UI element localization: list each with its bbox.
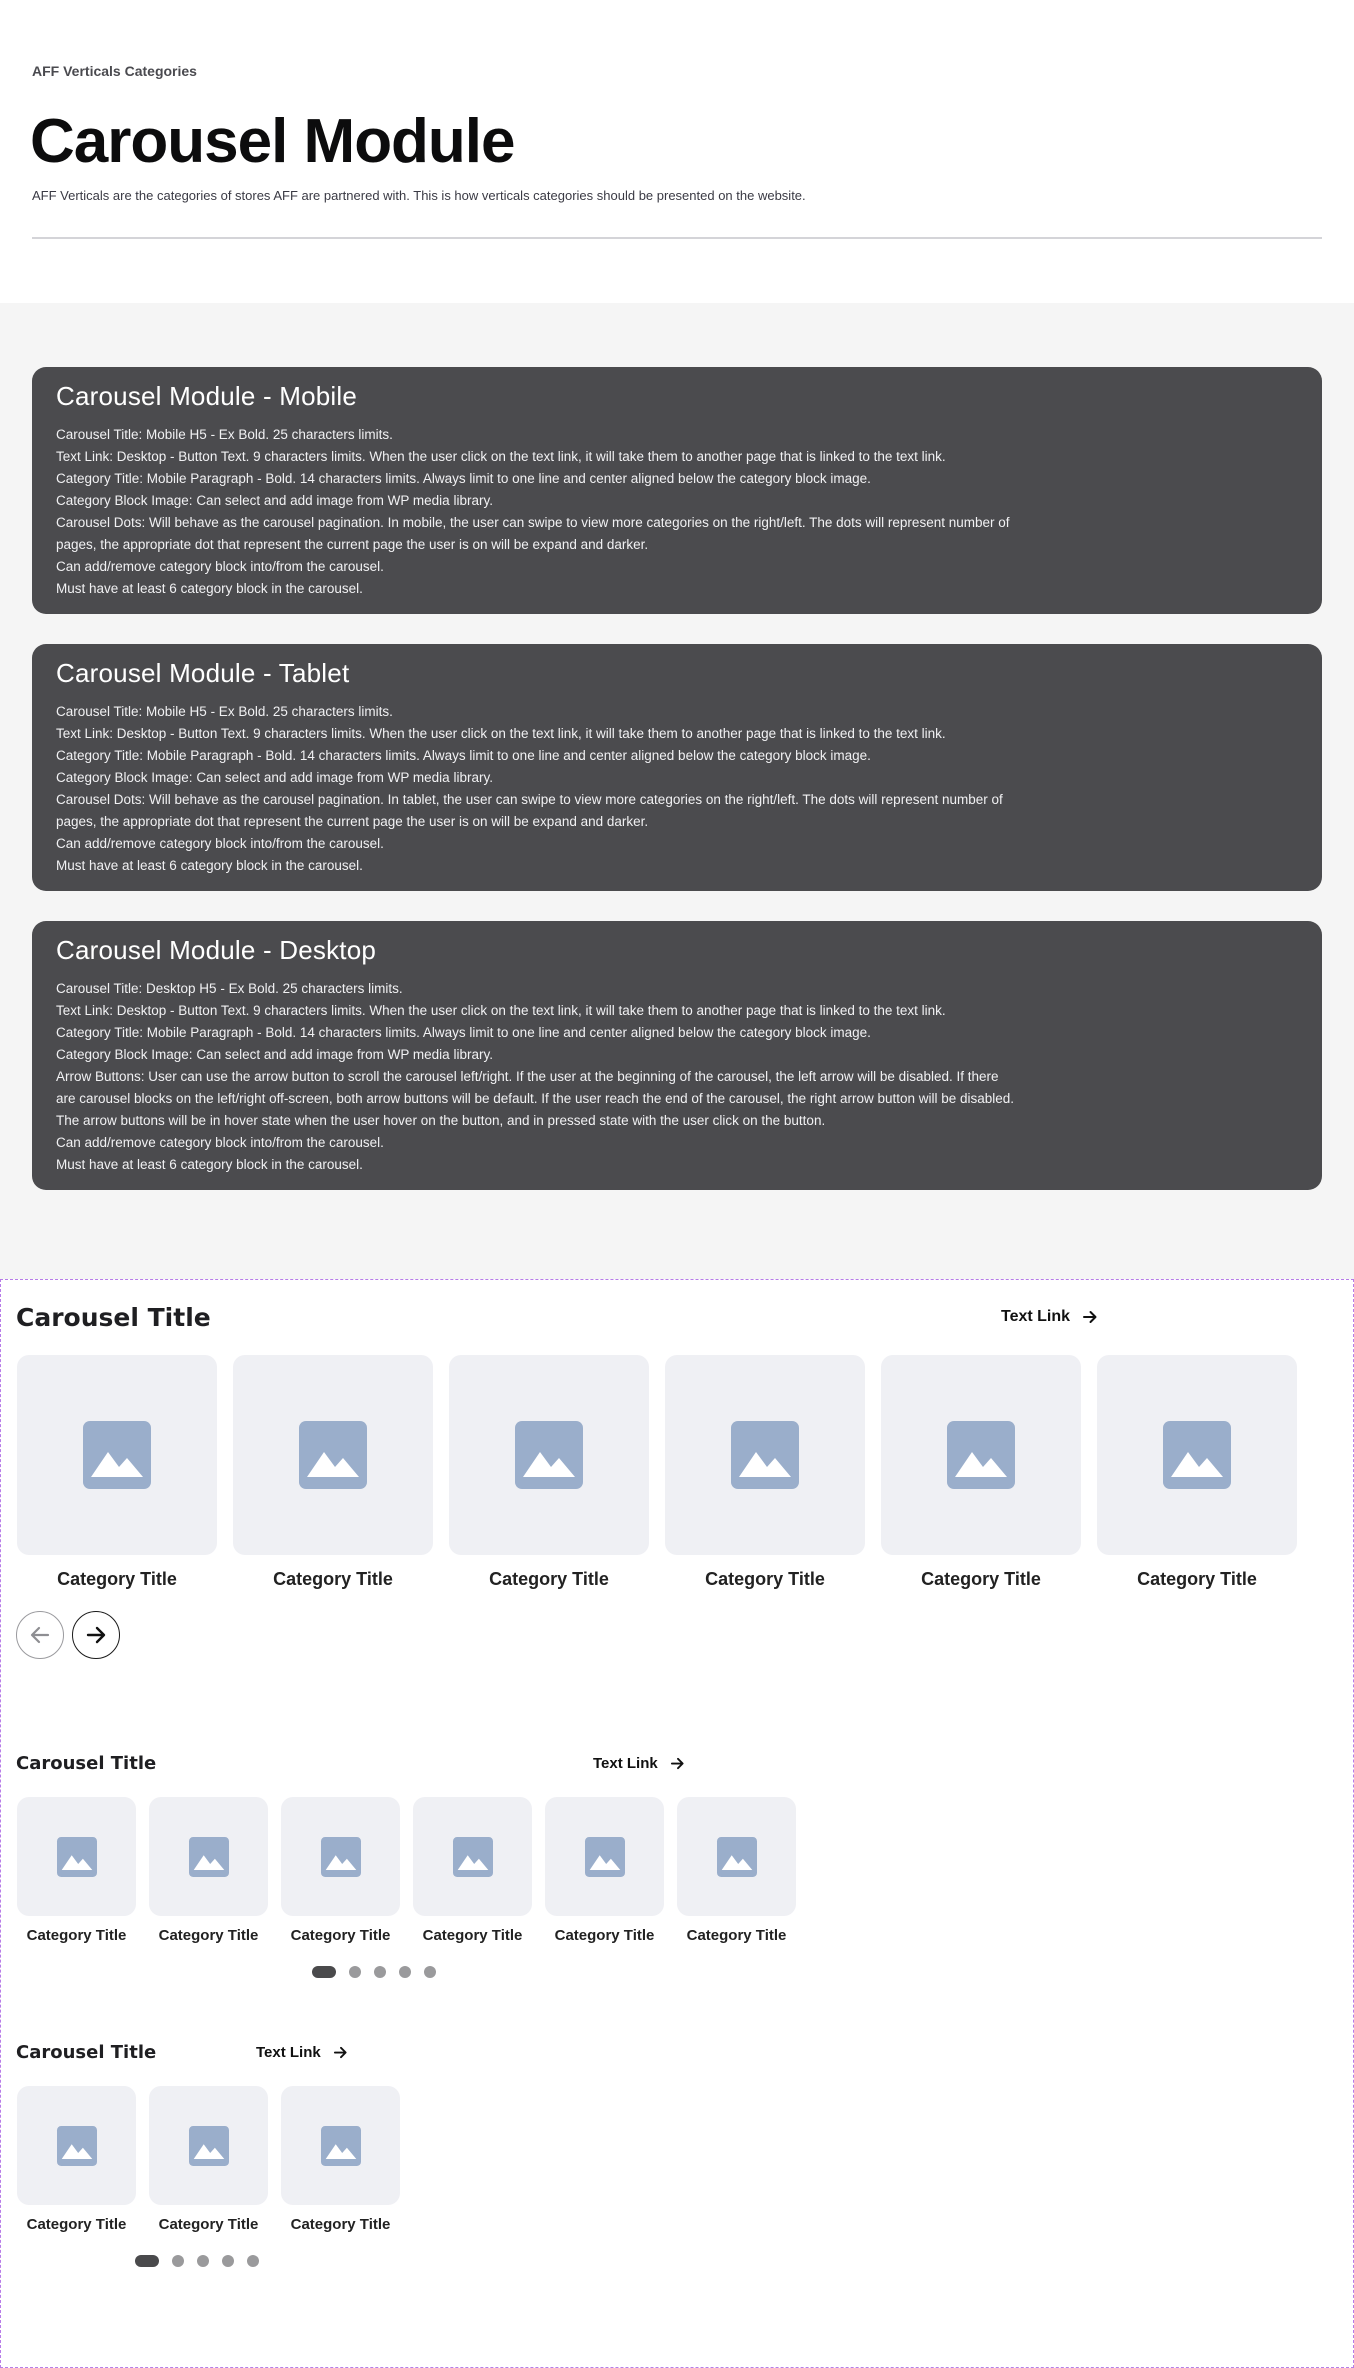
spec-line: Must have at least 6 category block in the carousel.: [56, 1157, 363, 1172]
category-block-image: [881, 1355, 1081, 1555]
category-block[interactable]: [17, 2086, 136, 2242]
category-block[interactable]: [281, 2086, 400, 2242]
category-block[interactable]: [413, 1797, 532, 1953]
image-placeholder-icon: [453, 1837, 493, 1877]
carousel-title-mobile: Carousel Title: [16, 2042, 157, 2063]
arrow-left-icon: [28, 1623, 52, 1647]
category-block[interactable]: [545, 1797, 664, 1953]
carousel-dots-tablet[interactable]: [312, 1966, 449, 1978]
page-title: Carousel Module: [30, 107, 515, 176]
category-title: Category Title: [26, 1927, 127, 1944]
text-link-label: Text Link: [593, 1755, 658, 1772]
carousel-dots-mobile[interactable]: [135, 2255, 272, 2267]
image-placeholder-icon: [321, 1837, 361, 1877]
category-block-image: [1097, 1355, 1297, 1555]
page-subtitle: AFF Verticals are the categories of stores AFF are partnered with. This is how verticals categories should be presented on the website.: [32, 188, 806, 203]
spec-line: Carousel Title: Mobile H5 - Ex Bold. 25 characters limits.: [56, 427, 393, 442]
category-block-image: [449, 1355, 649, 1555]
page-header: [0, 0, 1354, 303]
pagination-dot-active[interactable]: [312, 1966, 336, 1978]
image-placeholder-icon: [299, 1421, 367, 1489]
carousel-track-mobile[interactable]: [17, 2086, 391, 2236]
pagination-dot[interactable]: [197, 2255, 209, 2267]
spec-line: Text Link: Desktop - Button Text. 9 characters limits. When the user click on the text link, it will take them to another page that is linked to the text link.: [56, 449, 946, 464]
category-title: Category Title: [921, 1569, 1041, 1589]
spec-line: Arrow Buttons: User can use the arrow button to scroll the carousel left/right. If the user at the beginning of the carousel, the left arrow will be disabled. If there are carousel blocks on the left/right off-screen, both arrow buttons will be default. If the user reach the end of the carousel, the right arrow button will be disabled. The arrow buttons will be in hover state when the user hover on the button, and in pressed state with the user click on the button.: [56, 1069, 1015, 1128]
category-title: Category Title: [290, 1927, 391, 1944]
spec-line: Category Block Image: Can select and add image from WP media library.: [56, 770, 493, 785]
spec-card-tablet: [32, 644, 1322, 891]
pagination-dot[interactable]: [222, 2255, 234, 2267]
spec-card-mobile: [32, 367, 1322, 614]
pagination-dot[interactable]: [374, 1966, 386, 1978]
image-placeholder-icon: [717, 1837, 757, 1877]
pagination-dot[interactable]: [247, 2255, 259, 2267]
spec-card-title: Carousel Module - Mobile: [56, 381, 358, 411]
spec-line: Must have at least 6 category block in the carousel.: [56, 858, 363, 873]
spec-line: Text Link: Desktop - Button Text. 9 characters limits. When the user click on the text link, it will take them to another page that is linked to the text link.: [56, 726, 946, 741]
spec-card-lines: [56, 978, 1016, 1176]
category-title: Category Title: [158, 2216, 259, 2233]
category-block[interactable]: [1097, 1355, 1297, 1595]
text-link-label: Text Link: [1001, 1308, 1071, 1325]
spec-section: [0, 303, 1354, 1279]
pagination-dot[interactable]: [172, 2255, 184, 2267]
spec-card-desktop: [32, 921, 1322, 1190]
spec-card-lines: [56, 701, 1016, 877]
spec-line: Category Title: Mobile Paragraph - Bold. 14 characters limits. Always limit to one line and center aligned below the category block image.: [56, 1025, 871, 1040]
eyebrow-label: AFF Verticals Categories: [32, 63, 197, 79]
spec-card-lines: [56, 424, 1016, 600]
spec-line: Can add/remove category block into/from the carousel.: [56, 836, 384, 851]
image-placeholder-icon: [189, 2126, 229, 2166]
category-block-image: [149, 2086, 268, 2205]
category-title: Category Title: [57, 1569, 177, 1589]
category-block[interactable]: [233, 1355, 433, 1595]
category-title: Category Title: [422, 1927, 523, 1944]
carousel-title-tablet: Carousel Title: [16, 1753, 157, 1774]
spec-card-title: Carousel Module - Tablet: [56, 658, 350, 688]
category-block-image: [665, 1355, 865, 1555]
category-block-image: [149, 1797, 268, 1916]
category-block[interactable]: [665, 1355, 865, 1595]
category-title: Category Title: [158, 1927, 259, 1944]
arrow-right-icon: [1082, 1309, 1098, 1325]
category-title: Category Title: [290, 2216, 391, 2233]
spec-line: Category Title: Mobile Paragraph - Bold. 14 characters limits. Always limit to one line and center aligned below the category block image.: [56, 748, 871, 763]
category-block-image: [677, 1797, 796, 1916]
image-placeholder-icon: [585, 1837, 625, 1877]
category-block[interactable]: [281, 1797, 400, 1953]
category-title: Category Title: [1137, 1569, 1257, 1589]
spec-line: Carousel Dots: Will behave as the carousel pagination. In tablet, the user can swipe to view more categories on the right/left. The dots will represent number of pages, the appropriate dot that represent the current page the user is on will be expand and darker.: [56, 792, 1003, 829]
category-block-image: [17, 1355, 217, 1555]
spec-line: Carousel Title: Mobile H5 - Ex Bold. 25 characters limits.: [56, 704, 393, 719]
image-placeholder-icon: [1163, 1421, 1231, 1489]
pagination-dot[interactable]: [424, 1966, 436, 1978]
image-placeholder-icon: [321, 2126, 361, 2166]
category-block-image: [17, 1797, 136, 1916]
category-block-image: [413, 1797, 532, 1916]
category-title: Category Title: [705, 1569, 825, 1589]
category-block[interactable]: [881, 1355, 1081, 1595]
category-title: Category Title: [489, 1569, 609, 1589]
image-placeholder-icon: [189, 1837, 229, 1877]
category-block-image: [17, 2086, 136, 2205]
category-title: Category Title: [554, 1927, 655, 1944]
category-block[interactable]: [149, 1797, 268, 1953]
category-block[interactable]: [449, 1355, 649, 1595]
text-link-tablet[interactable]: [593, 1755, 685, 1772]
spec-line: Can add/remove category block into/from the carousel.: [56, 1135, 384, 1150]
category-block[interactable]: [677, 1797, 796, 1953]
image-placeholder-icon: [57, 2126, 97, 2166]
category-title: Category Title: [686, 1927, 787, 1944]
category-block-image: [281, 2086, 400, 2205]
spec-line: Category Title: Mobile Paragraph - Bold. 14 characters limits. Always limit to one line and center aligned below the category block image.: [56, 471, 871, 486]
spec-line: Must have at least 6 category block in the carousel.: [56, 581, 363, 596]
text-link-mobile[interactable]: [256, 2044, 348, 2061]
category-block-image: [233, 1355, 433, 1555]
image-placeholder-icon: [947, 1421, 1015, 1489]
category-block[interactable]: [17, 1355, 217, 1595]
carousel-demo-frame: [0, 1279, 1354, 2368]
carousel-track-desktop[interactable]: [17, 1355, 1257, 1589]
text-link-label: Text Link: [256, 2044, 321, 2061]
category-block-image: [545, 1797, 664, 1916]
spec-card-title: Carousel Module - Desktop: [56, 935, 377, 965]
arrow-right-icon: [670, 1756, 685, 1771]
spec-line: Category Block Image: Can select and add image from WP media library.: [56, 1047, 493, 1062]
category-title: Category Title: [273, 1569, 393, 1589]
carousel-title-desktop: Carousel Title: [16, 1303, 211, 1332]
carousel-prev-button[interactable]: [16, 1611, 64, 1659]
image-placeholder-icon: [83, 1421, 151, 1489]
spec-line: Text Link: Desktop - Button Text. 9 characters limits. When the user click on the text link, it will take them to another page that is linked to the text link.: [56, 1003, 946, 1018]
category-block-image: [281, 1797, 400, 1916]
spec-line: Category Block Image: Can select and add image from WP media library.: [56, 493, 493, 508]
text-link-desktop[interactable]: [1001, 1308, 1098, 1326]
image-placeholder-icon: [57, 1837, 97, 1877]
divider: [32, 237, 1322, 239]
arrow-right-icon: [333, 2045, 348, 2060]
spec-line: Carousel Dots: Will behave as the carousel pagination. In mobile, the user can swipe to view more categories on the right/left. The dots will represent number of pages, the appropriate dot that represent the current page the user is on will be expand and darker.: [56, 515, 1010, 552]
spec-line: Can add/remove category block into/from the carousel.: [56, 559, 384, 574]
category-block[interactable]: [149, 2086, 268, 2242]
carousel-track-tablet[interactable]: [17, 1797, 787, 1947]
spec-line: Carousel Title: Desktop H5 - Ex Bold. 25 characters limits.: [56, 981, 403, 996]
pagination-dot[interactable]: [349, 1966, 361, 1978]
arrow-right-icon: [84, 1623, 108, 1647]
image-placeholder-icon: [515, 1421, 583, 1489]
pagination-dot[interactable]: [399, 1966, 411, 1978]
image-placeholder-icon: [731, 1421, 799, 1489]
category-block[interactable]: [17, 1797, 136, 1953]
category-title: Category Title: [26, 2216, 127, 2233]
pagination-dot-active[interactable]: [135, 2255, 159, 2267]
carousel-next-button[interactable]: [72, 1611, 120, 1659]
